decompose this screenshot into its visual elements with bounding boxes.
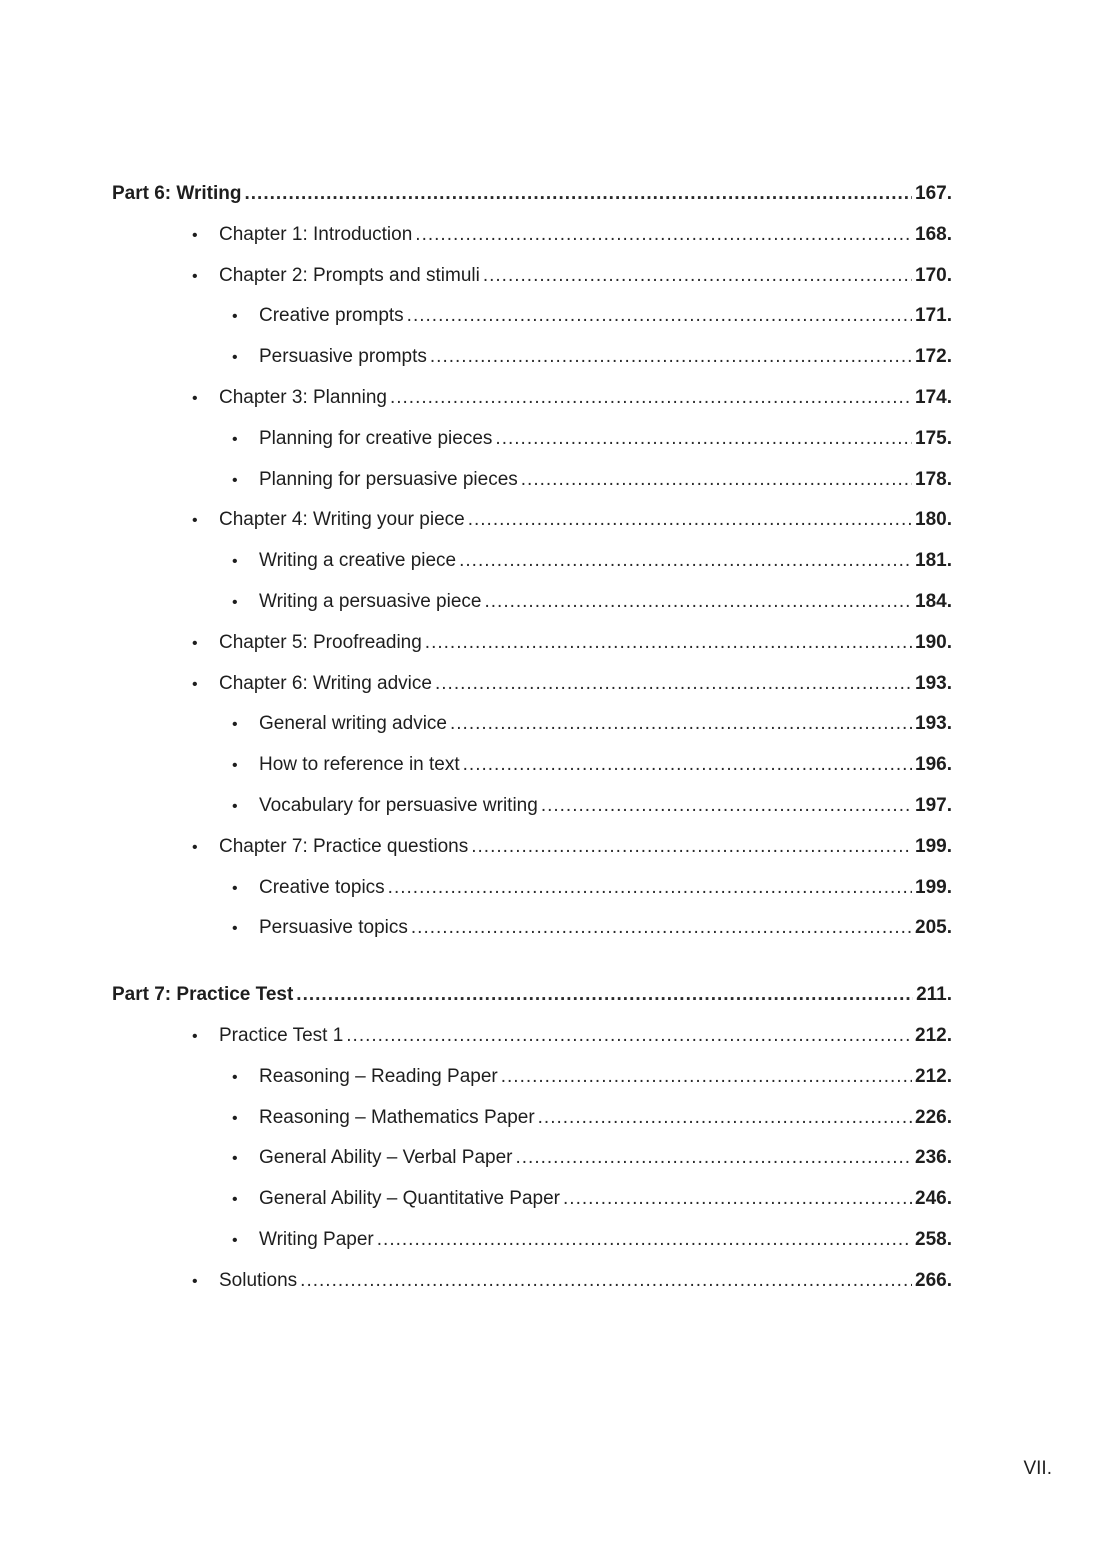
dot-leader [450, 704, 912, 745]
toc-entry-page-number: 197. [915, 794, 952, 816]
bullet-icon: • [232, 553, 238, 571]
toc-entry-label: Part 7: Practice Test [112, 984, 294, 1006]
dot-leader [541, 786, 912, 827]
toc-entry-label: Solutions [219, 1269, 298, 1291]
toc-entry-label: Writing a creative piece [259, 550, 457, 572]
toc-entry-label: Practice Test 1 [219, 1024, 344, 1046]
toc-entry-label: Reasoning – Mathematics Paper [259, 1106, 535, 1128]
dot-leader [300, 1261, 912, 1302]
table-of-contents [112, 174, 952, 1302]
toc-entry-label: Chapter 5: Proofreading [219, 631, 422, 653]
bullet-icon: • [192, 1272, 198, 1290]
toc-chapter-entry[interactable] [112, 378, 952, 419]
toc-entry-page-number: 193. [915, 713, 952, 735]
dot-leader [377, 1220, 912, 1261]
dot-leader [346, 1016, 912, 1057]
toc-entry-page-number: 172. [915, 346, 952, 368]
toc-section-entry[interactable] [112, 296, 952, 337]
toc-part [112, 174, 952, 949]
dot-leader [501, 1057, 912, 1098]
dot-leader [483, 256, 912, 297]
toc-entry-label: Part 6: Writing [112, 183, 242, 204]
toc-entry-label: Persuasive topics [259, 917, 408, 939]
toc-entry-label: Writing Paper [259, 1228, 374, 1250]
toc-entry-page-number: 193. [915, 672, 952, 694]
toc-entry-label: General Ability – Quantitative Paper [259, 1188, 561, 1210]
dot-leader [495, 419, 912, 460]
toc-chapter-entry[interactable] [112, 215, 952, 256]
toc-entry-label: Creative prompts [259, 305, 404, 327]
toc-entry-page-number: 266. [915, 1269, 952, 1291]
dot-leader [471, 827, 912, 868]
bullet-icon: • [232, 471, 238, 489]
dot-leader [435, 664, 912, 705]
toc-entry-page-number: 168. [915, 223, 952, 245]
toc-entry-label: General Ability – Verbal Paper [259, 1147, 513, 1169]
dot-leader [430, 337, 912, 378]
toc-entry-label: Chapter 2: Prompts and stimuli [219, 264, 480, 286]
toc-entry-page-number: 178. [915, 468, 952, 490]
toc-section-entry[interactable] [112, 337, 952, 378]
bullet-icon: • [232, 920, 238, 938]
toc-entry-label: Chapter 7: Practice questions [219, 835, 469, 857]
toc-section-entry[interactable] [112, 1138, 952, 1179]
bullet-icon: • [232, 1068, 238, 1086]
dot-leader [538, 1098, 912, 1139]
dot-leader [390, 378, 912, 419]
toc-entry-page-number: 246. [915, 1188, 952, 1210]
toc-entry-page-number: 258. [915, 1228, 952, 1250]
toc-chapter-entry[interactable] [112, 1016, 952, 1057]
toc-entry-page-number: 171. [915, 305, 952, 327]
dot-leader [415, 215, 912, 256]
toc-entry-page-number: 211. [916, 984, 952, 1006]
toc-entry-page-number: 212. [915, 1024, 952, 1046]
dot-leader [563, 1179, 912, 1220]
toc-chapter-entry[interactable] [112, 500, 952, 541]
bullet-icon: • [192, 512, 198, 530]
bullet-icon: • [192, 226, 198, 244]
toc-entry-label: Planning for persuasive pieces [259, 468, 518, 490]
toc-part-heading[interactable] [112, 174, 952, 215]
bullet-icon: • [192, 1027, 198, 1045]
bullet-icon: • [192, 675, 198, 693]
dot-leader [463, 745, 912, 786]
dot-leader [296, 975, 913, 1016]
toc-entry-page-number: 175. [915, 427, 952, 449]
dot-leader [484, 582, 912, 623]
dot-leader [407, 296, 912, 337]
toc-chapter-entry[interactable] [112, 256, 952, 297]
bullet-icon: • [192, 267, 198, 285]
toc-entry-label: How to reference in text [259, 754, 460, 776]
bullet-icon: • [232, 1191, 238, 1209]
toc-part-heading[interactable] [112, 975, 952, 1016]
toc-section-entry[interactable] [112, 460, 952, 501]
toc-entry-page-number: 167. [915, 183, 952, 204]
bullet-icon: • [192, 389, 198, 407]
dot-leader [388, 868, 912, 909]
dot-leader [245, 174, 913, 215]
toc-entry-page-number: 184. [915, 590, 952, 612]
bullet-icon: • [192, 838, 198, 856]
page-number: VII. [1023, 1458, 1052, 1479]
toc-chapter-entry[interactable] [112, 623, 952, 664]
dot-leader [468, 500, 912, 541]
toc-entry-label: Chapter 4: Writing your piece [219, 509, 465, 531]
dot-leader [425, 623, 912, 664]
dot-leader [459, 541, 912, 582]
toc-entry-label: Writing a persuasive piece [259, 590, 482, 612]
toc-entry-page-number: 180. [915, 509, 952, 531]
toc-entry-label: Planning for creative pieces [259, 427, 493, 449]
toc-section-entry[interactable] [112, 1179, 952, 1220]
toc-section-entry[interactable] [112, 868, 952, 909]
bullet-icon: • [232, 349, 238, 367]
dot-leader [521, 460, 912, 501]
toc-section-entry[interactable] [112, 582, 952, 623]
bullet-icon: • [192, 634, 198, 652]
toc-entry-page-number: 236. [915, 1147, 952, 1169]
toc-entry-label: General writing advice [259, 713, 447, 735]
toc-entry-page-number: 174. [915, 386, 952, 408]
toc-section-entry[interactable] [112, 1220, 952, 1261]
dot-leader [516, 1138, 913, 1179]
toc-entry-page-number: 190. [915, 631, 952, 653]
bullet-icon: • [232, 879, 238, 897]
toc-section-entry[interactable] [112, 1098, 952, 1139]
toc-section-entry[interactable] [112, 541, 952, 582]
toc-section-entry[interactable] [112, 786, 952, 827]
toc-entry-label: Chapter 6: Writing advice [219, 672, 432, 694]
toc-entry-page-number: 212. [915, 1065, 952, 1087]
toc-entry-label: Chapter 1: Introduction [219, 223, 413, 245]
toc-chapter-entry[interactable] [112, 827, 952, 868]
toc-section-entry[interactable] [112, 704, 952, 745]
dot-leader [411, 908, 912, 949]
bullet-icon: • [232, 308, 238, 326]
toc-chapter-entry[interactable] [112, 1261, 952, 1302]
toc-section-entry[interactable] [112, 419, 952, 460]
toc-entry-page-number: 199. [915, 876, 952, 898]
bullet-icon: • [232, 430, 238, 448]
toc-entry-label: Reasoning – Reading Paper [259, 1065, 498, 1087]
toc-entry-label: Vocabulary for persuasive writing [259, 794, 538, 816]
toc-entry-label: Creative topics [259, 876, 385, 898]
toc-section-entry[interactable] [112, 745, 952, 786]
toc-entry-page-number: 181. [915, 550, 952, 572]
toc-entry-page-number: 196. [915, 754, 952, 776]
bullet-icon: • [232, 593, 238, 611]
bullet-icon: • [232, 757, 238, 775]
bullet-icon: • [232, 1109, 238, 1127]
bullet-icon: • [232, 1150, 238, 1168]
toc-section-entry[interactable] [112, 908, 952, 949]
toc-section-entry[interactable] [112, 1057, 952, 1098]
toc-entry-page-number: 205. [915, 917, 952, 939]
toc-entry-page-number: 199. [915, 835, 952, 857]
toc-entry-label: Persuasive prompts [259, 346, 427, 368]
toc-chapter-entry[interactable] [112, 664, 952, 705]
toc-entry-label: Chapter 3: Planning [219, 386, 387, 408]
toc-entry-page-number: 226. [915, 1106, 952, 1128]
toc-entry-page-number: 170. [915, 264, 952, 286]
bullet-icon: • [232, 1231, 238, 1249]
bullet-icon: • [232, 716, 238, 734]
bullet-icon: • [232, 797, 238, 815]
toc-part [112, 975, 952, 1301]
